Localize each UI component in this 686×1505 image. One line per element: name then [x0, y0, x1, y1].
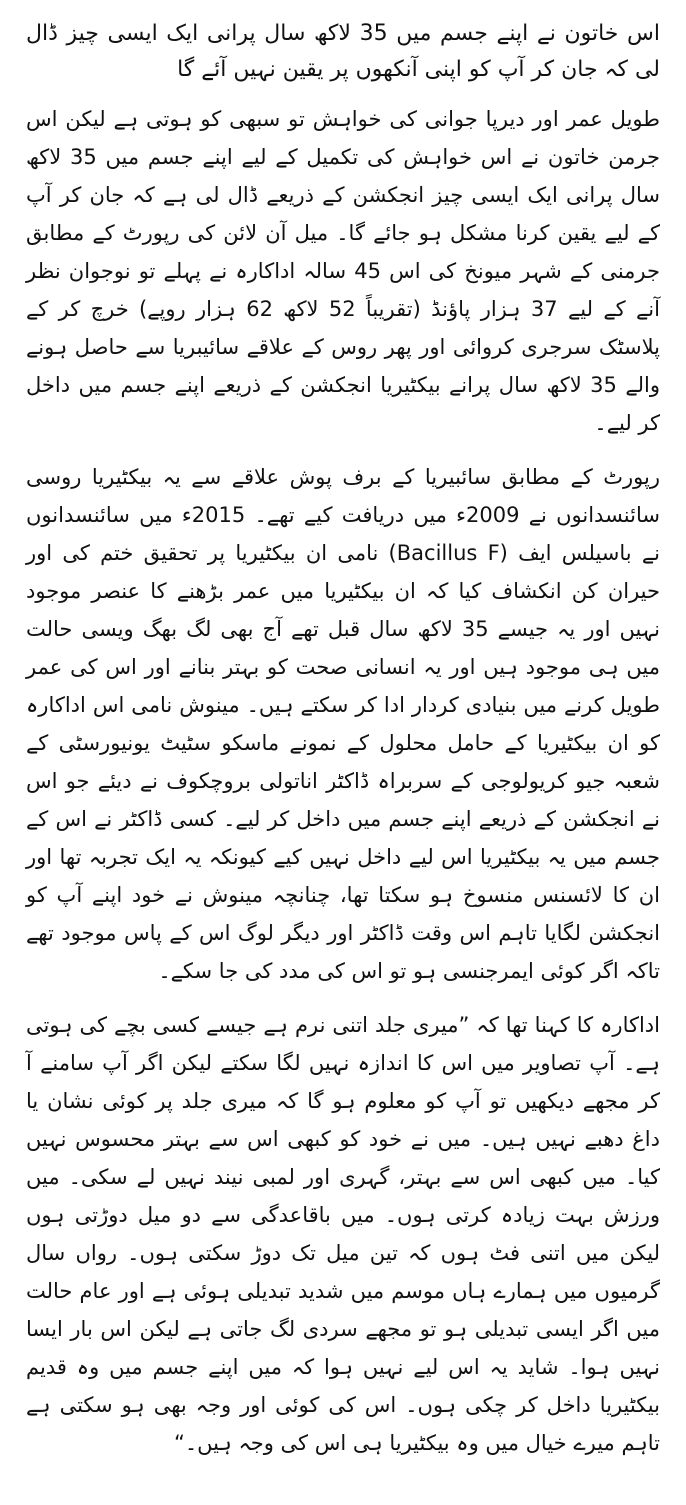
article-paragraph-2: رپورٹ کے مطابق سائبیریا کے برف پوش علاقے سے یہ بیکٹیریا روسی سائنسدانوں نے 2009ء میں دریافت کیے تھے۔ 2015ء میں سائنسدانوں نے باسیلس ایف (Bacillus F) نامی ان بیکٹیریا پر تحقیق ختم کی اور حیران کن انکشاف کیا کہ ان بیکٹیریا میں عمر بڑھنے کا عنصر موجود نہیں اور یہ جیسے 35 لاکھ سال قبل تھے آج بھی لگ بھگ ویسی حالت میں ہی موجود ہیں اور یہ انسانی صحت کو بہتر بنانے اور اس کی عمر طویل کرنے میں بنیادی کردار ادا کر سکتے ہیں۔ مینوش نامی اس اداکارہ کو ان بیکٹیریا کے حامل محلول کے نمونے ماسکو سٹیٹ یونیورسٹی کے شعبہ جیو کریولوجی کے سربراہ ڈاکٹر اناتولی بروچکوف نے دیئے جو اس نے انجکشن کے ذریعے اپنے جسم میں داخل کر لیے۔ کسی ڈاکٹر نے اس کے جسم میں یہ بیکٹیریا اس لیے داخل نہیں کیے کیونکہ یہ ایک تجربہ تھا اور ان کا لائسنس منسوخ ہو سکتا تھا، چنانچہ مینوش نے خود اپنے آپ کو انجکشن لگایا تاہم اس وقت ڈاکٹر اور دیگر لوگ اس کے پاس موجود تھے تاکہ اگر کوئی ایمرجنسی ہو تو اس کی مدد کی جا سکے۔: [26, 465, 660, 983]
article-paragraph-1: طویل عمر اور دیرپا جوانی کی خواہش تو سبھی کو ہوتی ہے لیکن اس جرمن خاتون نے اس خواہش کی تکمیل کے لیے اپنے جسم میں 35 لاکھ سال پرانی ایک ایسی چیز انجکشن کے ذریعے ڈال لی ہے کہ جان کر آپ کے لیے یقین کرنا مشکل ہو جائے گا۔ میل آن لائن کی رپورٹ کے مطابق جرمنی کے شہر میونخ کی اس 45 سالہ اداکارہ نے پہلے تو نوجوان نظر آنے کے لیے 37 ہزار پاؤنڈ (تقریباً 52 لاکھ 62 ہزار روپے) خرچ کر کے پلاسٹک سرجری کروائی اور پھر روس کے علاقے سائیبریا سے حاصل ہونے والے 35 لاکھ سال پرانے بیکٹیریا انجکشن کے ذریعے اپنے جسم میں داخل کر لیے۔: [26, 107, 661, 435]
article-paragraph-3: اداکارہ کا کہنا تھا کہ ”میری جلد اتنی نرم ہے جیسے کسی بچے کی ہوتی ہے۔ آپ تصاویر میں اس کا اندازہ نہیں لگا سکتے لیکن اگر آپ سامنے آ کر مجھے دیکھیں تو آپ کو معلوم ہو گا کہ میری جلد پر کوئی نشان یا داغ دھبے نہیں ہیں۔ میں نے خود کو کبھی اس سے بہتر محسوس نہیں کیا۔ میں کبھی اس سے بہتر، گہری اور لمبی نیند نہیں لے سکی۔ میں ورزش بہت زیادہ کرتی ہوں۔ میں باقاعدگی سے دو میل دوڑتی ہوں لیکن میں اتنی فٹ ہوں کہ تین میل تک دوڑ سکتی ہوں۔ رواں سال گرمیوں میں ہمارے ہاں موسم میں شدید تبدیلی ہوئی ہے اور عام حالت میں اگر ایسی تبدیلی ہو تو مجھے سردی لگ جاتی ہے لیکن اس بار ایسا نہیں ہوا۔ شاید یہ اس لیے نہیں ہوا کہ میں اپنے جسم میں وہ قدیم بیکٹیریا داخل کر چکی ہوں۔ اس کی کوئی اور وجہ بھی ہو سکتی ہے تاہم میرے خیال میں وہ بیکٹیریا ہی اس کی وجہ ہیں۔“: [26, 1013, 660, 1455]
article-headline: اس خاتون نے اپنے جسم میں 35 لاکھ سال پرانی ایک ایسی چیز ڈال لی کہ جان کر آپ کو اپنی آنکھوں پر یقین نہیں آئے گا: [26, 21, 660, 82]
